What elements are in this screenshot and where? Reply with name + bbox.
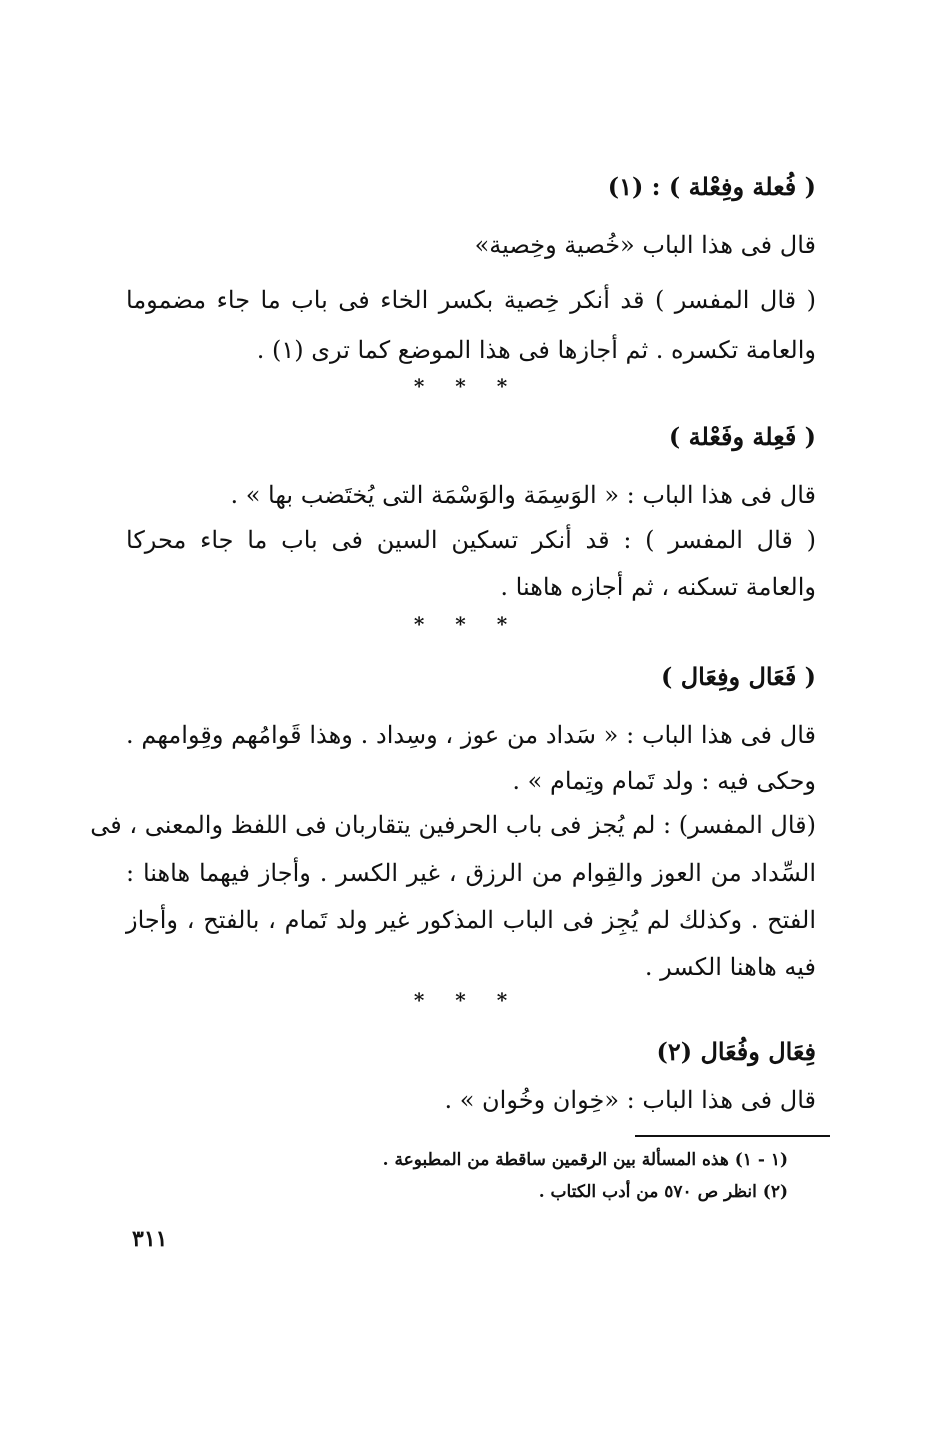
page-number: ٣١١ <box>132 1226 168 1252</box>
text-line: وحكى فيه : ولد تَمام وتِمام » . <box>512 767 816 795</box>
section-separator: * * * <box>413 374 520 398</box>
text-line: والعامة تسكنه ، ثم أجازه هاهنا . <box>500 573 816 601</box>
text-line: قال فى هذا الباب : «خِوان وخُوان » . <box>444 1086 816 1114</box>
section-heading: ( فَعَال وفِعَال ) <box>661 662 816 691</box>
section-heading: ( فُعلة وفِعْلة ) : (١) <box>607 172 816 201</box>
text-line: (قال المفسر) : لم يُجز فى باب الحرفين يتقاربان فى اللفظ والمعنى ، فى <box>90 811 816 839</box>
section-separator: * * * <box>413 988 520 1012</box>
text-line: ( قال المفسر ) قد أنكر خِصية بكسر الخاء فى باب ما جاء مضموما <box>126 286 817 314</box>
text-line: ( قال المفسر ) : قد أنكر تسكين السين فى باب ما جاء محركا <box>126 526 816 554</box>
footnote-divider <box>635 1135 830 1137</box>
section-heading: ( فَعِلة وفَعْلة ) <box>668 422 816 451</box>
text-line: قال فى هذا الباب : « الوَسِمَة والوَسْمَة التى يُختَضب بها » . <box>230 481 816 509</box>
section-heading: فِعَال وفُعَال (٢) <box>656 1037 816 1066</box>
text-line: فيه هاهنا الكسر . <box>644 953 816 981</box>
text-line: قال فى هذا الباب : « سَداد من عوز ، وسِداد . وهذا قَوامُهم وقِوامهم . <box>126 721 816 749</box>
text-line: قال فى هذا الباب «خُصية وخِصية» <box>474 231 816 259</box>
text-line: الفتح . وكذلك لم يُجِز فى الباب المذكور غير ولد تَمام ، بالفتح ، وأجاز <box>126 906 816 934</box>
text-line: والعامة تكسره . ثم أجازها فى هذا الموضع كما ترى (١) . <box>256 336 816 364</box>
section-separator: * * * <box>413 612 520 636</box>
text-line: السِّداد من العوز والقِوام من الرزق ، غير الكسر . وأجاز فيهما هاهنا : <box>126 859 816 887</box>
footnote: (٢) انظر ص ٥٧٠ من أدب الكتاب . <box>538 1182 788 1202</box>
footnote: (١ - ١) هذه المسألة بين الرقمين ساقطة من المطبوعة . <box>382 1150 788 1170</box>
